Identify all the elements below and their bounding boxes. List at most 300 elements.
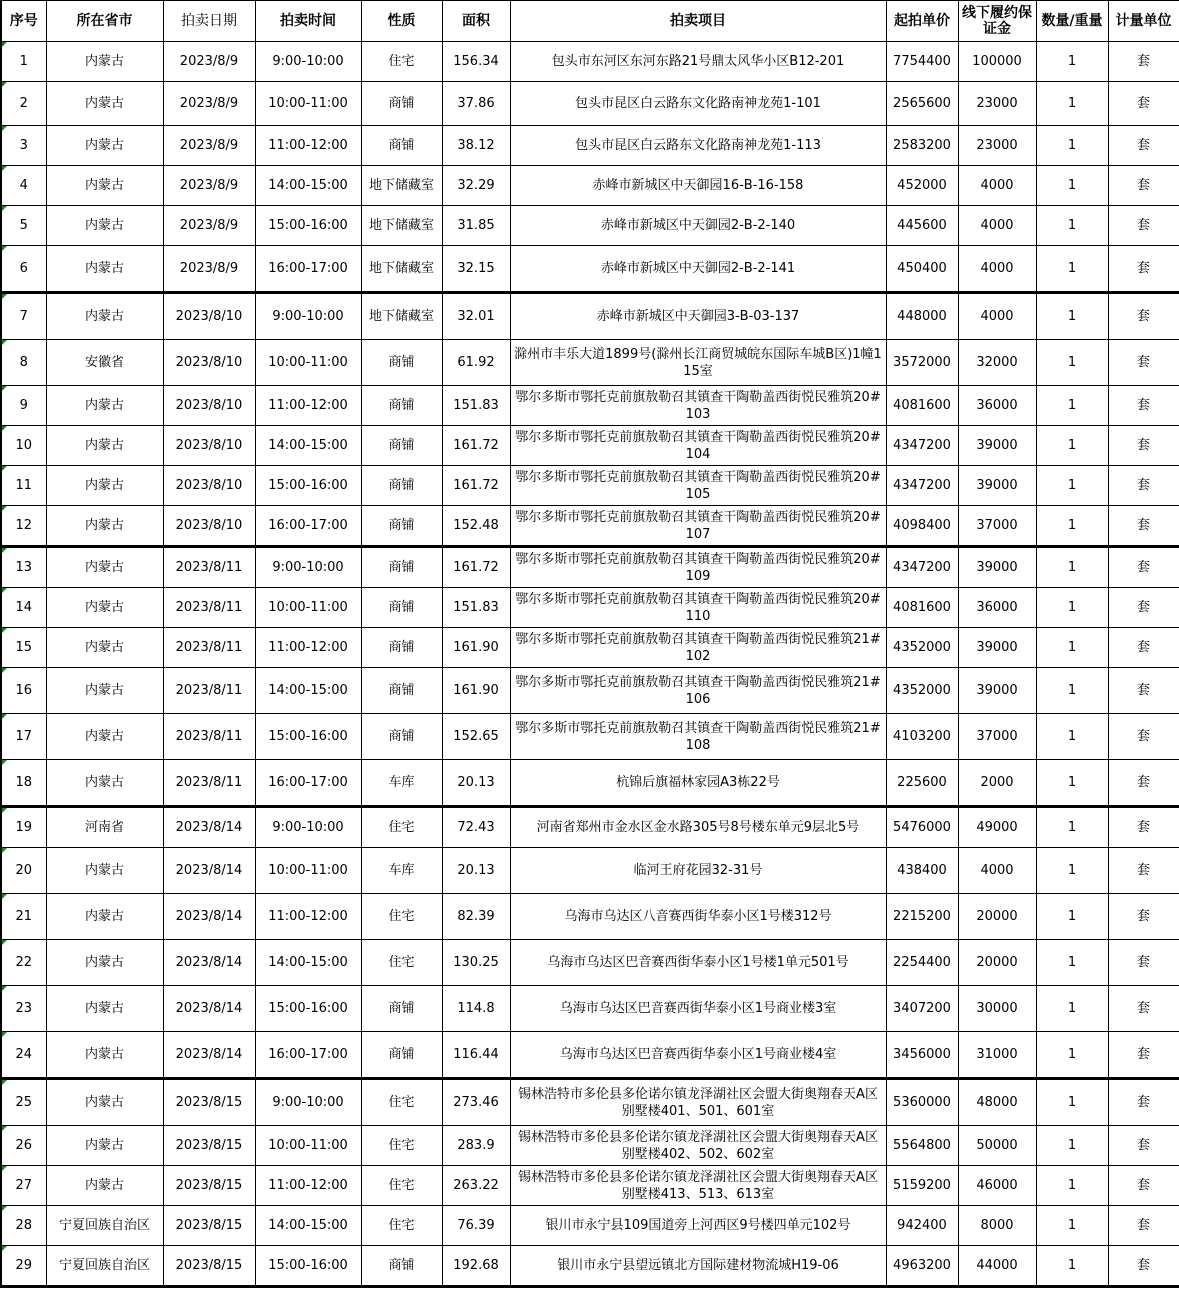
cell-province[interactable]: 宁夏回族自治区 <box>46 1246 163 1287</box>
cell-date[interactable]: 2023/8/9 <box>163 206 255 246</box>
cell-time[interactable]: 15:00-16:00 <box>255 986 361 1032</box>
cell-unit[interactable]: 套 <box>1108 82 1179 126</box>
cell-start-price[interactable]: 2215200 <box>886 894 958 940</box>
cell-time[interactable]: 11:00-12:00 <box>255 894 361 940</box>
cell-unit[interactable]: 套 <box>1108 340 1179 386</box>
cell-time[interactable]: 9:00-10:00 <box>255 807 361 848</box>
cell-quantity[interactable]: 1 <box>1036 807 1108 848</box>
cell-quantity[interactable]: 1 <box>1036 588 1108 628</box>
cell-deposit[interactable]: 20000 <box>958 940 1036 986</box>
cell-index[interactable]: 29 <box>1 1246 46 1287</box>
cell-item[interactable]: 鄂尔多斯市鄂托克前旗敖勒召其镇查干陶勒盖西街悦民雅筑20#105 <box>510 466 886 506</box>
cell-item[interactable]: 鄂尔多斯市鄂托克前旗敖勒召其镇查干陶勒盖西街悦民雅筑21#108 <box>510 714 886 760</box>
cell-time[interactable]: 15:00-16:00 <box>255 466 361 506</box>
cell-quantity[interactable]: 1 <box>1036 506 1108 547</box>
cell-type[interactable]: 商铺 <box>361 82 442 126</box>
cell-province[interactable]: 内蒙古 <box>46 714 163 760</box>
cell-index[interactable]: 28 <box>1 1206 46 1246</box>
cell-deposit[interactable]: 20000 <box>958 894 1036 940</box>
cell-province[interactable]: 内蒙古 <box>46 848 163 894</box>
cell-area[interactable]: 72.43 <box>442 807 510 848</box>
cell-deposit[interactable]: 39000 <box>958 426 1036 466</box>
cell-time[interactable]: 10:00-11:00 <box>255 848 361 894</box>
cell-province[interactable]: 内蒙古 <box>46 547 163 588</box>
cell-area[interactable]: 263.22 <box>442 1166 510 1206</box>
cell-deposit[interactable]: 37000 <box>958 714 1036 760</box>
cell-province[interactable]: 内蒙古 <box>46 940 163 986</box>
cell-type[interactable]: 商铺 <box>361 668 442 714</box>
cell-type[interactable]: 商铺 <box>361 466 442 506</box>
cell-start-price[interactable]: 942400 <box>886 1206 958 1246</box>
cell-quantity[interactable]: 1 <box>1036 1246 1108 1287</box>
header-type[interactable]: 性质 <box>361 1 442 42</box>
cell-deposit[interactable]: 39000 <box>958 466 1036 506</box>
cell-time[interactable]: 11:00-12:00 <box>255 628 361 668</box>
cell-start-price[interactable]: 448000 <box>886 293 958 340</box>
cell-item[interactable]: 乌海市乌达区巴音赛西街华泰小区1号商业楼3室 <box>510 986 886 1032</box>
header-province[interactable]: 所在省市 <box>46 1 163 42</box>
cell-province[interactable]: 河南省 <box>46 807 163 848</box>
cell-index[interactable]: 12 <box>1 506 46 547</box>
cell-quantity[interactable]: 1 <box>1036 1166 1108 1206</box>
cell-time[interactable]: 14:00-15:00 <box>255 166 361 206</box>
cell-time[interactable]: 11:00-12:00 <box>255 386 361 426</box>
cell-type[interactable]: 商铺 <box>361 588 442 628</box>
cell-start-price[interactable]: 450400 <box>886 246 958 293</box>
cell-deposit[interactable]: 100000 <box>958 42 1036 82</box>
cell-date[interactable]: 2023/8/15 <box>163 1126 255 1166</box>
cell-index[interactable]: 4 <box>1 166 46 206</box>
cell-deposit[interactable]: 4000 <box>958 246 1036 293</box>
cell-area[interactable]: 283.9 <box>442 1126 510 1166</box>
cell-index[interactable]: 11 <box>1 466 46 506</box>
cell-start-price[interactable]: 452000 <box>886 166 958 206</box>
cell-item[interactable]: 临河王府花园32-31号 <box>510 848 886 894</box>
cell-date[interactable]: 2023/8/14 <box>163 894 255 940</box>
cell-type[interactable]: 地下储藏室 <box>361 246 442 293</box>
cell-date[interactable]: 2023/8/10 <box>163 466 255 506</box>
cell-province[interactable]: 内蒙古 <box>46 760 163 807</box>
cell-unit[interactable]: 套 <box>1108 848 1179 894</box>
cell-index[interactable]: 3 <box>1 126 46 166</box>
cell-deposit[interactable]: 44000 <box>958 1246 1036 1287</box>
cell-area[interactable]: 156.34 <box>442 42 510 82</box>
cell-type[interactable]: 商铺 <box>361 714 442 760</box>
cell-unit[interactable]: 套 <box>1108 166 1179 206</box>
cell-unit[interactable]: 套 <box>1108 1246 1179 1287</box>
cell-start-price[interactable]: 4081600 <box>886 588 958 628</box>
cell-quantity[interactable]: 1 <box>1036 166 1108 206</box>
cell-area[interactable]: 114.8 <box>442 986 510 1032</box>
cell-province[interactable]: 内蒙古 <box>46 246 163 293</box>
cell-unit[interactable]: 套 <box>1108 1206 1179 1246</box>
cell-start-price[interactable]: 3456000 <box>886 1032 958 1079</box>
cell-index[interactable]: 20 <box>1 848 46 894</box>
cell-type[interactable]: 地下储藏室 <box>361 293 442 340</box>
cell-start-price[interactable]: 2565600 <box>886 82 958 126</box>
cell-start-price[interactable]: 5159200 <box>886 1166 958 1206</box>
cell-deposit[interactable]: 32000 <box>958 340 1036 386</box>
cell-item[interactable]: 锡林浩特市多伦县多伦诺尔镇龙泽湖社区会盟大街奥翔春天A区别墅楼402、502、602室 <box>510 1126 886 1166</box>
cell-deposit[interactable]: 31000 <box>958 1032 1036 1079</box>
cell-area[interactable]: 32.01 <box>442 293 510 340</box>
cell-start-price[interactable]: 5564800 <box>886 1126 958 1166</box>
cell-item[interactable]: 鄂尔多斯市鄂托克前旗敖勒召其镇查干陶勒盖西街悦民雅筑21#106 <box>510 668 886 714</box>
cell-index[interactable]: 18 <box>1 760 46 807</box>
cell-unit[interactable]: 套 <box>1108 506 1179 547</box>
header-time[interactable]: 拍卖时间 <box>255 1 361 42</box>
cell-deposit[interactable]: 36000 <box>958 386 1036 426</box>
cell-unit[interactable]: 套 <box>1108 206 1179 246</box>
cell-quantity[interactable]: 1 <box>1036 126 1108 166</box>
cell-index[interactable]: 23 <box>1 986 46 1032</box>
cell-start-price[interactable]: 2254400 <box>886 940 958 986</box>
cell-item[interactable]: 锡林浩特市多伦县多伦诺尔镇龙泽湖社区会盟大街奥翔春天A区别墅楼401、501、601室 <box>510 1079 886 1126</box>
cell-date[interactable]: 2023/8/14 <box>163 1032 255 1079</box>
cell-province[interactable]: 内蒙古 <box>46 426 163 466</box>
cell-unit[interactable]: 套 <box>1108 246 1179 293</box>
header-unit[interactable]: 计量单位 <box>1108 1 1179 42</box>
cell-area[interactable]: 20.13 <box>442 848 510 894</box>
cell-unit[interactable]: 套 <box>1108 466 1179 506</box>
cell-deposit[interactable]: 36000 <box>958 588 1036 628</box>
cell-type[interactable]: 商铺 <box>361 506 442 547</box>
cell-province[interactable]: 内蒙古 <box>46 1032 163 1079</box>
cell-type[interactable]: 住宅 <box>361 1079 442 1126</box>
cell-start-price[interactable]: 4347200 <box>886 466 958 506</box>
cell-start-price[interactable]: 4103200 <box>886 714 958 760</box>
cell-start-price[interactable]: 4352000 <box>886 668 958 714</box>
cell-type[interactable]: 车库 <box>361 760 442 807</box>
cell-item[interactable]: 赤峰市新城区中天御园16-B-16-158 <box>510 166 886 206</box>
header-index[interactable]: 序号 <box>1 1 46 42</box>
cell-unit[interactable]: 套 <box>1108 714 1179 760</box>
cell-item[interactable]: 河南省郑州市金水区金水路305号8号楼东单元9层北5号 <box>510 807 886 848</box>
cell-index[interactable]: 21 <box>1 894 46 940</box>
cell-province[interactable]: 内蒙古 <box>46 986 163 1032</box>
cell-index[interactable]: 6 <box>1 246 46 293</box>
cell-item[interactable]: 鄂尔多斯市鄂托克前旗敖勒召其镇查干陶勒盖西街悦民雅筑21#102 <box>510 628 886 668</box>
cell-deposit[interactable]: 46000 <box>958 1166 1036 1206</box>
cell-date[interactable]: 2023/8/15 <box>163 1206 255 1246</box>
cell-province[interactable]: 内蒙古 <box>46 42 163 82</box>
cell-quantity[interactable]: 1 <box>1036 760 1108 807</box>
cell-quantity[interactable]: 1 <box>1036 246 1108 293</box>
cell-unit[interactable]: 套 <box>1108 668 1179 714</box>
cell-index[interactable]: 24 <box>1 1032 46 1079</box>
cell-date[interactable]: 2023/8/10 <box>163 340 255 386</box>
cell-item[interactable]: 银川市永宁县望远镇北方国际建材物流城H19-06 <box>510 1246 886 1287</box>
cell-time[interactable]: 15:00-16:00 <box>255 206 361 246</box>
cell-unit[interactable]: 套 <box>1108 1032 1179 1079</box>
cell-deposit[interactable]: 4000 <box>958 206 1036 246</box>
cell-item[interactable]: 鄂尔多斯市鄂托克前旗敖勒召其镇查干陶勒盖西街悦民雅筑20#104 <box>510 426 886 466</box>
cell-unit[interactable]: 套 <box>1108 293 1179 340</box>
cell-item[interactable]: 包头市昆区白云路东文化路南神龙苑1-113 <box>510 126 886 166</box>
cell-item[interactable]: 包头市昆区白云路东文化路南神龙苑1-101 <box>510 82 886 126</box>
cell-time[interactable]: 11:00-12:00 <box>255 126 361 166</box>
cell-date[interactable]: 2023/8/11 <box>163 668 255 714</box>
cell-province[interactable]: 内蒙古 <box>46 206 163 246</box>
cell-unit[interactable]: 套 <box>1108 42 1179 82</box>
cell-province[interactable]: 内蒙古 <box>46 1166 163 1206</box>
cell-item[interactable]: 杭锦后旗福林家园A3栋22号 <box>510 760 886 807</box>
cell-type[interactable]: 住宅 <box>361 1166 442 1206</box>
cell-type[interactable]: 住宅 <box>361 940 442 986</box>
cell-start-price[interactable]: 7754400 <box>886 42 958 82</box>
cell-time[interactable]: 9:00-10:00 <box>255 293 361 340</box>
cell-time[interactable]: 14:00-15:00 <box>255 1206 361 1246</box>
cell-type[interactable]: 商铺 <box>361 986 442 1032</box>
cell-index[interactable]: 25 <box>1 1079 46 1126</box>
cell-quantity[interactable]: 1 <box>1036 714 1108 760</box>
cell-deposit[interactable]: 2000 <box>958 760 1036 807</box>
cell-deposit[interactable]: 37000 <box>958 506 1036 547</box>
cell-date[interactable]: 2023/8/9 <box>163 246 255 293</box>
cell-area[interactable]: 152.48 <box>442 506 510 547</box>
cell-deposit[interactable]: 49000 <box>958 807 1036 848</box>
cell-area[interactable]: 192.68 <box>442 1246 510 1287</box>
cell-unit[interactable]: 套 <box>1108 126 1179 166</box>
cell-deposit[interactable]: 4000 <box>958 848 1036 894</box>
cell-date[interactable]: 2023/8/14 <box>163 986 255 1032</box>
cell-date[interactable]: 2023/8/11 <box>163 547 255 588</box>
cell-index[interactable]: 9 <box>1 386 46 426</box>
cell-time[interactable]: 14:00-15:00 <box>255 668 361 714</box>
cell-area[interactable]: 161.72 <box>442 547 510 588</box>
cell-type[interactable]: 住宅 <box>361 894 442 940</box>
cell-quantity[interactable]: 1 <box>1036 426 1108 466</box>
cell-province[interactable]: 内蒙古 <box>46 1079 163 1126</box>
cell-province[interactable]: 内蒙古 <box>46 293 163 340</box>
cell-area[interactable]: 161.72 <box>442 466 510 506</box>
cell-date[interactable]: 2023/8/9 <box>163 82 255 126</box>
cell-province[interactable]: 内蒙古 <box>46 506 163 547</box>
cell-start-price[interactable]: 225600 <box>886 760 958 807</box>
cell-unit[interactable]: 套 <box>1108 1079 1179 1126</box>
cell-province[interactable]: 内蒙古 <box>46 386 163 426</box>
cell-type[interactable]: 商铺 <box>361 1032 442 1079</box>
cell-start-price[interactable]: 4081600 <box>886 386 958 426</box>
cell-quantity[interactable]: 1 <box>1036 547 1108 588</box>
cell-province[interactable]: 内蒙古 <box>46 668 163 714</box>
cell-index[interactable]: 5 <box>1 206 46 246</box>
cell-type[interactable]: 商铺 <box>361 126 442 166</box>
cell-quantity[interactable]: 1 <box>1036 42 1108 82</box>
cell-quantity[interactable]: 1 <box>1036 1206 1108 1246</box>
cell-date[interactable]: 2023/8/9 <box>163 166 255 206</box>
cell-area[interactable]: 38.12 <box>442 126 510 166</box>
cell-date[interactable]: 2023/8/11 <box>163 588 255 628</box>
cell-province[interactable]: 内蒙古 <box>46 126 163 166</box>
cell-time[interactable]: 9:00-10:00 <box>255 1079 361 1126</box>
cell-unit[interactable]: 套 <box>1108 588 1179 628</box>
cell-quantity[interactable]: 1 <box>1036 1126 1108 1166</box>
cell-start-price[interactable]: 438400 <box>886 848 958 894</box>
cell-type[interactable]: 住宅 <box>361 42 442 82</box>
cell-time[interactable]: 9:00-10:00 <box>255 547 361 588</box>
cell-item[interactable]: 赤峰市新城区中天御园3-B-03-137 <box>510 293 886 340</box>
cell-unit[interactable]: 套 <box>1108 1126 1179 1166</box>
header-quantity[interactable]: 数量/重量 <box>1036 1 1108 42</box>
cell-item[interactable]: 鄂尔多斯市鄂托克前旗敖勒召其镇查干陶勒盖西街悦民雅筑20#103 <box>510 386 886 426</box>
cell-quantity[interactable]: 1 <box>1036 628 1108 668</box>
cell-type[interactable]: 住宅 <box>361 1206 442 1246</box>
cell-start-price[interactable]: 4347200 <box>886 547 958 588</box>
cell-item[interactable]: 赤峰市新城区中天御园2-B-2-140 <box>510 206 886 246</box>
cell-province[interactable]: 内蒙古 <box>46 628 163 668</box>
cell-item[interactable]: 乌海市乌达区八音赛西街华泰小区1号楼312号 <box>510 894 886 940</box>
header-date[interactable]: 拍卖日期 <box>163 1 255 42</box>
cell-quantity[interactable]: 1 <box>1036 940 1108 986</box>
cell-quantity[interactable]: 1 <box>1036 206 1108 246</box>
cell-time[interactable]: 9:00-10:00 <box>255 42 361 82</box>
cell-start-price[interactable]: 3572000 <box>886 340 958 386</box>
cell-unit[interactable]: 套 <box>1108 628 1179 668</box>
cell-quantity[interactable]: 1 <box>1036 386 1108 426</box>
cell-province[interactable]: 内蒙古 <box>46 1126 163 1166</box>
cell-start-price[interactable]: 4963200 <box>886 1246 958 1287</box>
cell-type[interactable]: 地下储藏室 <box>361 166 442 206</box>
cell-date[interactable]: 2023/8/9 <box>163 42 255 82</box>
cell-time[interactable]: 16:00-17:00 <box>255 1032 361 1079</box>
cell-type[interactable]: 商铺 <box>361 1246 442 1287</box>
cell-date[interactable]: 2023/8/10 <box>163 386 255 426</box>
cell-unit[interactable]: 套 <box>1108 986 1179 1032</box>
cell-deposit[interactable]: 4000 <box>958 166 1036 206</box>
cell-area[interactable]: 151.83 <box>442 588 510 628</box>
cell-deposit[interactable]: 4000 <box>958 293 1036 340</box>
cell-area[interactable]: 151.83 <box>442 386 510 426</box>
cell-unit[interactable]: 套 <box>1108 894 1179 940</box>
cell-unit[interactable]: 套 <box>1108 547 1179 588</box>
cell-area[interactable]: 61.92 <box>442 340 510 386</box>
cell-type[interactable]: 商铺 <box>361 547 442 588</box>
cell-area[interactable]: 161.72 <box>442 426 510 466</box>
cell-time[interactable]: 14:00-15:00 <box>255 426 361 466</box>
cell-type[interactable]: 商铺 <box>361 340 442 386</box>
cell-area[interactable]: 32.15 <box>442 246 510 293</box>
cell-date[interactable]: 2023/8/15 <box>163 1079 255 1126</box>
cell-time[interactable]: 16:00-17:00 <box>255 760 361 807</box>
cell-type[interactable]: 地下储藏室 <box>361 206 442 246</box>
cell-item[interactable]: 鄂尔多斯市鄂托克前旗敖勒召其镇查干陶勒盖西街悦民雅筑20#107 <box>510 506 886 547</box>
cell-index[interactable]: 7 <box>1 293 46 340</box>
cell-time[interactable]: 16:00-17:00 <box>255 246 361 293</box>
cell-area[interactable]: 152.65 <box>442 714 510 760</box>
header-deposit[interactable]: 线下履约保证金 <box>958 1 1036 42</box>
cell-area[interactable]: 161.90 <box>442 628 510 668</box>
cell-deposit[interactable]: 23000 <box>958 82 1036 126</box>
cell-date[interactable]: 2023/8/14 <box>163 940 255 986</box>
cell-date[interactable]: 2023/8/10 <box>163 293 255 340</box>
cell-province[interactable]: 内蒙古 <box>46 894 163 940</box>
cell-area[interactable]: 76.39 <box>442 1206 510 1246</box>
cell-index[interactable]: 14 <box>1 588 46 628</box>
cell-start-price[interactable]: 5360000 <box>886 1079 958 1126</box>
cell-date[interactable]: 2023/8/11 <box>163 714 255 760</box>
cell-deposit[interactable]: 23000 <box>958 126 1036 166</box>
cell-type[interactable]: 住宅 <box>361 1126 442 1166</box>
cell-item[interactable]: 乌海市乌达区巴音赛西街华泰小区1号商业楼4室 <box>510 1032 886 1079</box>
cell-deposit[interactable]: 30000 <box>958 986 1036 1032</box>
cell-unit[interactable]: 套 <box>1108 386 1179 426</box>
cell-type[interactable]: 住宅 <box>361 807 442 848</box>
cell-index[interactable]: 19 <box>1 807 46 848</box>
cell-area[interactable]: 116.44 <box>442 1032 510 1079</box>
cell-unit[interactable]: 套 <box>1108 760 1179 807</box>
cell-area[interactable]: 161.90 <box>442 668 510 714</box>
cell-time[interactable]: 10:00-11:00 <box>255 1126 361 1166</box>
cell-item[interactable]: 赤峰市新城区中天御园2-B-2-141 <box>510 246 886 293</box>
cell-area[interactable]: 32.29 <box>442 166 510 206</box>
cell-quantity[interactable]: 1 <box>1036 466 1108 506</box>
cell-date[interactable]: 2023/8/15 <box>163 1246 255 1287</box>
cell-quantity[interactable]: 1 <box>1036 848 1108 894</box>
cell-area[interactable]: 273.46 <box>442 1079 510 1126</box>
cell-deposit[interactable]: 48000 <box>958 1079 1036 1126</box>
cell-start-price[interactable]: 5476000 <box>886 807 958 848</box>
cell-index[interactable]: 26 <box>1 1126 46 1166</box>
cell-time[interactable]: 14:00-15:00 <box>255 940 361 986</box>
cell-index[interactable]: 17 <box>1 714 46 760</box>
cell-date[interactable]: 2023/8/11 <box>163 760 255 807</box>
cell-date[interactable]: 2023/8/14 <box>163 807 255 848</box>
cell-item[interactable]: 锡林浩特市多伦县多伦诺尔镇龙泽湖社区会盟大街奥翔春天A区别墅楼413、513、613室 <box>510 1166 886 1206</box>
cell-type[interactable]: 车库 <box>361 848 442 894</box>
cell-deposit[interactable]: 39000 <box>958 668 1036 714</box>
cell-quantity[interactable]: 1 <box>1036 1079 1108 1126</box>
cell-quantity[interactable]: 1 <box>1036 82 1108 126</box>
cell-index[interactable]: 2 <box>1 82 46 126</box>
cell-start-price[interactable]: 4098400 <box>886 506 958 547</box>
cell-deposit[interactable]: 39000 <box>958 628 1036 668</box>
cell-item[interactable]: 鄂尔多斯市鄂托克前旗敖勒召其镇查干陶勒盖西街悦民雅筑20#110 <box>510 588 886 628</box>
cell-deposit[interactable]: 50000 <box>958 1126 1036 1166</box>
cell-area[interactable]: 37.86 <box>442 82 510 126</box>
cell-province[interactable]: 宁夏回族自治区 <box>46 1206 163 1246</box>
cell-time[interactable]: 10:00-11:00 <box>255 588 361 628</box>
cell-unit[interactable]: 套 <box>1108 1166 1179 1206</box>
cell-index[interactable]: 10 <box>1 426 46 466</box>
cell-start-price[interactable]: 4347200 <box>886 426 958 466</box>
cell-index[interactable]: 13 <box>1 547 46 588</box>
cell-start-price[interactable]: 445600 <box>886 206 958 246</box>
header-item[interactable]: 拍卖项目 <box>510 1 886 42</box>
cell-index[interactable]: 8 <box>1 340 46 386</box>
cell-deposit[interactable]: 8000 <box>958 1206 1036 1246</box>
cell-type[interactable]: 商铺 <box>361 426 442 466</box>
cell-start-price[interactable]: 3407200 <box>886 986 958 1032</box>
cell-item[interactable]: 银川市永宁县109国道旁上河西区9号楼四单元102号 <box>510 1206 886 1246</box>
cell-item[interactable]: 滁州市丰乐大道1899号(滁州长江商贸城皖东国际车城B区)1幢115室 <box>510 340 886 386</box>
header-area[interactable]: 面积 <box>442 1 510 42</box>
cell-quantity[interactable]: 1 <box>1036 1032 1108 1079</box>
cell-province[interactable]: 安徽省 <box>46 340 163 386</box>
cell-date[interactable]: 2023/8/14 <box>163 848 255 894</box>
cell-item[interactable]: 乌海市乌达区巴音赛西街华泰小区1号楼1单元501号 <box>510 940 886 986</box>
cell-time[interactable]: 10:00-11:00 <box>255 82 361 126</box>
cell-date[interactable]: 2023/8/10 <box>163 426 255 466</box>
cell-area[interactable]: 20.13 <box>442 760 510 807</box>
cell-area[interactable]: 82.39 <box>442 894 510 940</box>
cell-type[interactable]: 商铺 <box>361 628 442 668</box>
cell-time[interactable]: 16:00-17:00 <box>255 506 361 547</box>
cell-quantity[interactable]: 1 <box>1036 894 1108 940</box>
cell-province[interactable]: 内蒙古 <box>46 588 163 628</box>
cell-quantity[interactable]: 1 <box>1036 986 1108 1032</box>
cell-area[interactable]: 130.25 <box>442 940 510 986</box>
